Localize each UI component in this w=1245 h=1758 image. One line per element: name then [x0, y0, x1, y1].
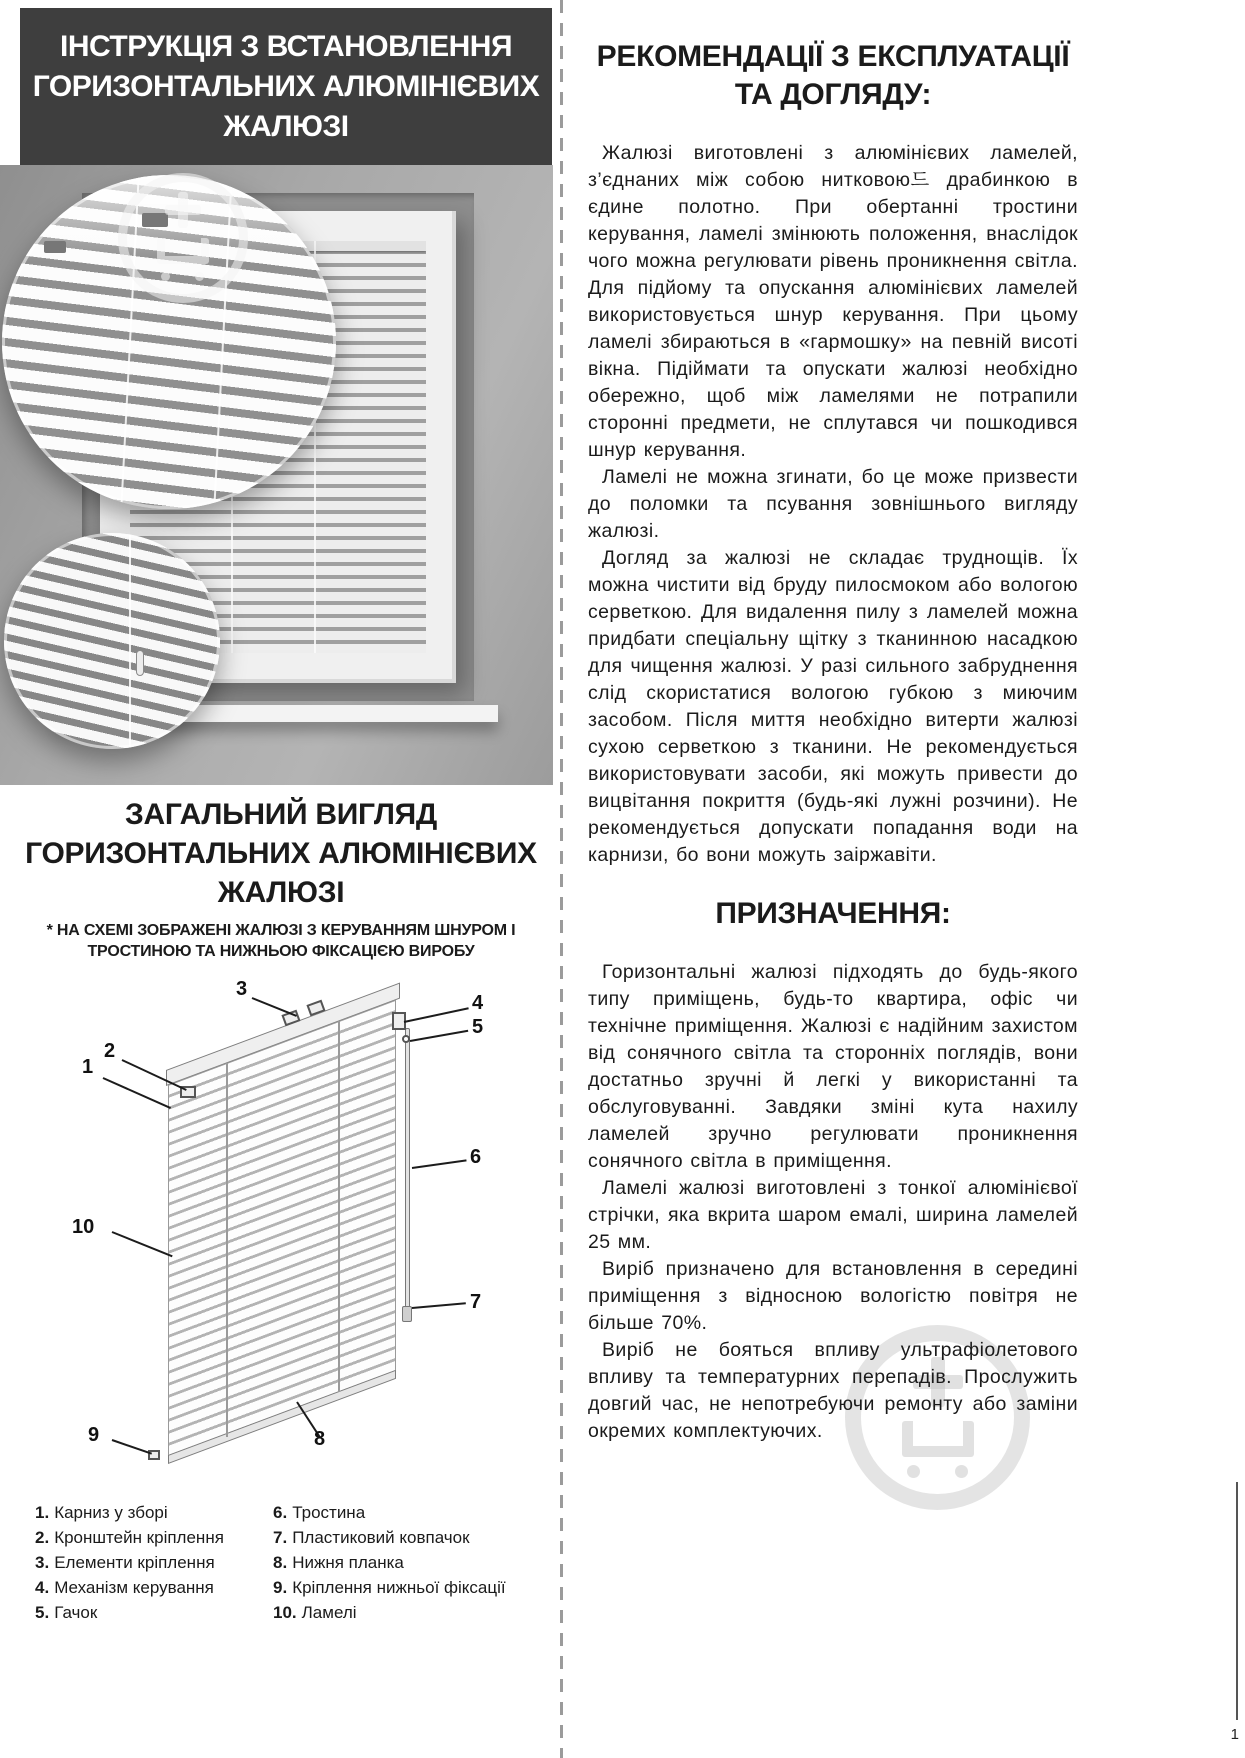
callout-line — [404, 1007, 469, 1023]
purpose-section-body — [588, 959, 1078, 1445]
logo-wheel-icon — [195, 272, 204, 281]
purpose-paragraph: Ламелі жалюзі виготовлені з тонкої алюмінієвої стрічки, яка вкрита шаром емалі, ширина ламелей 25 мм. — [588, 1177, 1078, 1253]
legend-column-1 — [35, 1502, 273, 1627]
general-view-note — [15, 920, 547, 962]
care-paragraph: Догляд за жалюзі не складає труднощів. Їх можна чистити від бруду пилосмоком або вологою серветкою. Для видалення пилу з ламелей можна придбати спеціальну щітку з тканинною насадкою для чищення жалюзі. У разі сильного забруднення слід скористатися вологою губкою з миючим засобом. Після миття необхідно витерти жалюзі сухою серветкою з тканини. Не рекомендується використовувати засоби, які можуть привести до вицвітання покриття (будь-які лужні розчини). Не рекомендується допускати попадання води на карнизи, бо вони можуть заіржавіти. — [588, 547, 1078, 866]
callout-number-5: 5 — [472, 1016, 484, 1038]
callout-line — [103, 1077, 171, 1109]
detail-inset-bottom — [4, 533, 220, 749]
care-title-line: ТА ДОГЛЯДУ: — [734, 78, 932, 111]
callout-number-9: 9 — [88, 1424, 100, 1446]
callout-number-2: 2 — [104, 1040, 116, 1062]
purpose-paragraph: Виріб не бояться впливу ультрафіолетового впливу та температурних перепадів. Прослужить довгий час, не непотребуючи ремонту або заміни окремих комплектуючих. — [588, 1339, 1078, 1442]
purpose-paragraph: Виріб призначено для встановлення в середині приміщення з відносною вологістю повітря не більше 70%. — [588, 1258, 1078, 1334]
general-view-title — [15, 795, 547, 912]
window-render-photo — [0, 165, 553, 785]
photo-watermark-logo — [118, 173, 248, 303]
legend-label: Нижня планка — [292, 1553, 404, 1572]
legend-label: Пластиковий ковпачок — [292, 1528, 470, 1547]
legend-number: 5. — [35, 1603, 50, 1622]
legend-number: 10. — [273, 1603, 297, 1622]
legend-label: Тростина — [292, 1503, 366, 1522]
purpose-section-title: ПРИЗНАЧЕННЯ: — [715, 897, 951, 930]
general-view-title-line: ЖАЛЮЗІ — [217, 876, 345, 909]
callout-line — [412, 1302, 466, 1309]
legend-item — [273, 1602, 551, 1623]
left-header-line: ГОРИЗОНТАЛЬНИХ АЛЮМІНІЄВИХ — [32, 69, 540, 103]
left-header-line: ІНСТРУКЦІЯ З ВСТАНОВЛЕННЯ — [59, 29, 513, 63]
care-paragraph: Ламелі не можна згинати, бо це може призвести до поломки та псування зовнішнього вигляду жалюзі. — [588, 466, 1078, 542]
legend-item — [273, 1527, 551, 1548]
legend-label: Гачок — [54, 1603, 98, 1622]
legend-number: 7. — [273, 1528, 288, 1547]
legend-number: 2. — [35, 1528, 50, 1547]
legend-item — [273, 1502, 551, 1523]
legend-label: Карниз у зборі — [54, 1503, 168, 1522]
legend-item — [35, 1552, 273, 1573]
left-header-line: ЖАЛЮЗІ — [223, 109, 349, 143]
legend-number: 4. — [35, 1578, 50, 1597]
legend-item — [35, 1602, 273, 1623]
page-number: 1 — [1230, 1726, 1239, 1743]
logo-wheel-icon — [955, 1465, 968, 1478]
legend-number: 6. — [273, 1503, 288, 1522]
legend-label: Кронштейн кріплення — [54, 1528, 224, 1547]
legend-column-2 — [273, 1502, 551, 1627]
right-column — [588, 0, 1078, 1445]
mount-bracket — [44, 241, 66, 253]
logo-basket-icon — [157, 238, 209, 264]
care-paragraph: Жалюзі виготовлені з алюмінієвих ламелей, з’єднаних між собою нитковою드 драбинкою в єдине полотно. При обертанні тростини керування, ламелі змінюють положення, внаслідок чого можна регулювати рівень проникнення світла. Для підйому та опускання алюмінієвих ламелей використовується шнур керування. При цьому ламелі збираються в «гармошку» на певній висоті вікна. Підіймати та опускати жалюзі необхідно обережно, щоб між ламелями не потрапили сторонні предмети, не сплутався чи пошкодився шнур керування. — [588, 142, 1078, 461]
callout-number-1: 1 — [82, 1056, 94, 1078]
legend-item — [35, 1502, 273, 1523]
legend-number: 3. — [35, 1553, 50, 1572]
callout-number-8: 8 — [314, 1428, 326, 1450]
diagram-hook — [402, 1035, 410, 1043]
legend-label: Ламелі — [301, 1603, 357, 1622]
logo-plus-icon — [165, 205, 201, 215]
diagram-legend — [35, 1502, 551, 1627]
lift-cord — [129, 533, 131, 749]
logo-wheel-icon — [161, 272, 170, 281]
general-view-note-line: * НА СХЕМІ ЗОБРАЖЕНІ ЖАЛЮЗІ З КЕРУВАННЯМ ШНУРОМ І — [46, 922, 516, 939]
callout-line — [112, 1231, 173, 1257]
cord-tassel — [136, 650, 144, 676]
general-view-title-line: ЗАГАЛЬНИЙ ВИГЛЯД — [124, 798, 438, 831]
general-view-title-line: ГОРИЗОНТАЛЬНИХ АЛЮМІНІЄВИХ — [25, 837, 537, 870]
care-section-body — [588, 140, 1078, 869]
legend-label: Кріплення нижньої фіксації — [292, 1578, 506, 1597]
callout-number-3: 3 — [236, 978, 248, 1000]
legend-number: 8. — [273, 1553, 288, 1572]
legend-number: 1. — [35, 1503, 50, 1522]
callout-line — [412, 1159, 467, 1169]
diagram-ladder-cord — [226, 1063, 228, 1437]
diagram-ladder-cord — [338, 1021, 340, 1392]
diagram-wand-cap — [402, 1306, 412, 1322]
legend-item — [273, 1552, 551, 1573]
logo-wheel-icon — [907, 1465, 920, 1478]
page-edge-line — [1236, 1482, 1238, 1720]
column-divider — [560, 0, 563, 1758]
care-section-title — [588, 38, 1078, 114]
left-header-banner — [20, 8, 552, 165]
diagram-wand — [405, 1028, 410, 1310]
legend-number: 9. — [273, 1578, 288, 1597]
callout-line — [410, 1030, 468, 1042]
legend-label: Елементи кріплення — [54, 1553, 215, 1572]
care-title-line: РЕКОМЕНДАЦІЇ З ЕКСПЛУАТАЦІЇ — [596, 40, 1070, 73]
callout-number-6: 6 — [470, 1146, 482, 1168]
legend-label: Механізм керування — [54, 1578, 214, 1597]
callout-line — [252, 997, 297, 1017]
callout-line — [112, 1439, 152, 1455]
callout-number-4: 4 — [472, 992, 484, 1014]
callout-number-10: 10 — [72, 1216, 95, 1238]
legend-item — [273, 1577, 551, 1598]
legend-item — [35, 1527, 273, 1548]
purpose-paragraph: Горизонтальні жалюзі підходять до будь-якого типу приміщень, будь-то квартира, офіс чи технічне приміщення. Жалюзі є надійним захистом від сонячного світла та сторонніх поглядів, вони достатньо зручні й легкі у використанні та обслуговуванні. Завдяки зміні кута нахилу ламелей зручно регулювати проникнення сонячного світла в приміщення. — [588, 961, 1078, 1172]
callout-number-7: 7 — [470, 1291, 482, 1313]
general-view-note-line: ТРОСТИНОЮ ТА НИЖНЬОЮ ФІКСАЦІЄЮ ВИРОБУ — [87, 943, 475, 960]
legend-item — [35, 1577, 273, 1598]
